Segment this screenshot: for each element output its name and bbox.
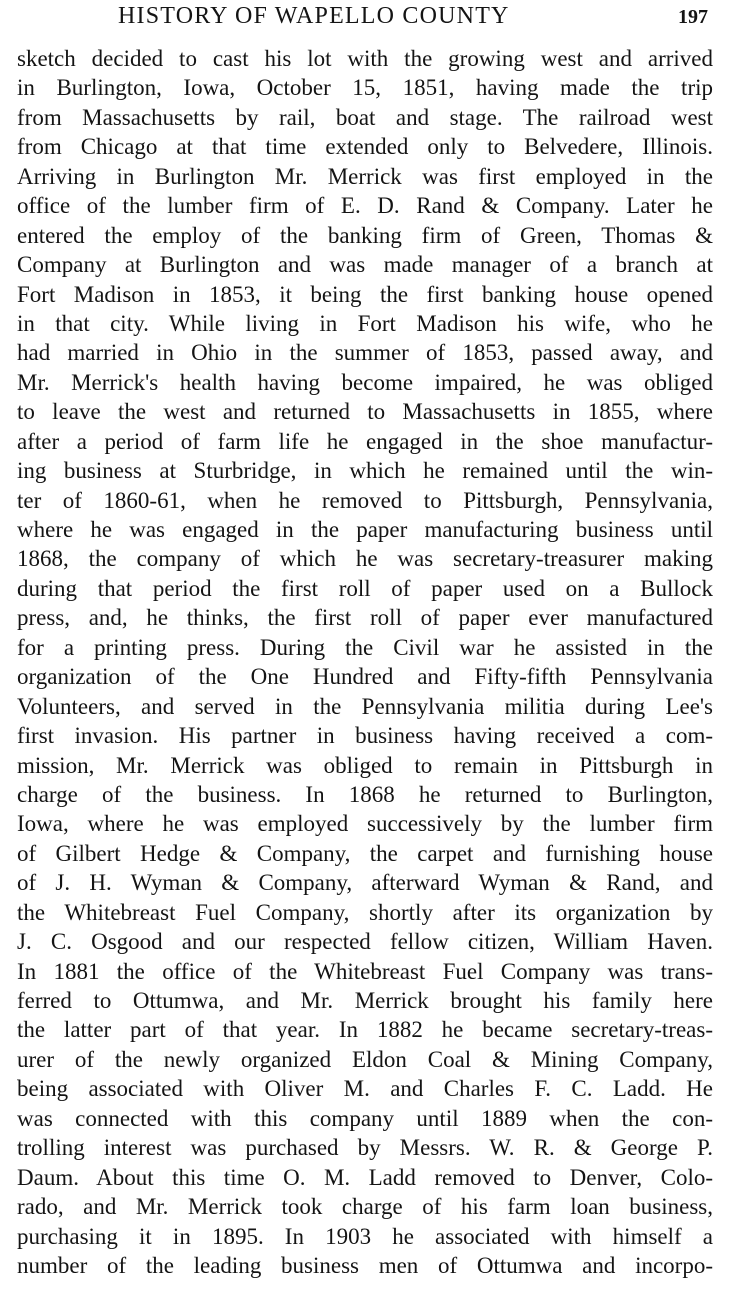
text-line: Fort Madison in 1853, it being the first banking house opened [17, 281, 713, 307]
text-line: ing business at Sturbridge, in which he remained until the win- [17, 458, 713, 484]
text-line: Mr. Merrick's health having become impaired, he was obliged [17, 369, 713, 395]
text-line: charge of the business. In 1868 he returned to Burlington, [17, 781, 713, 807]
text-line: mission, Mr. Merrick was obliged to remain in Pittsburgh in [17, 752, 713, 778]
text-line: Iowa, where he was employed successively by the lumber firm [17, 811, 713, 837]
text-line: of Gilbert Hedge & Company, the carpet and furnishing house [17, 840, 713, 866]
text-line: during that period the first roll of paper used on a Bullock [17, 575, 713, 601]
text-line: Company at Burlington and was made manager of a branch at [17, 252, 713, 278]
running-head-title: HISTORY OF WAPELLO COUNTY [118, 3, 510, 29]
text-line: Volunteers, and served in the Pennsylvania militia during Lee's [17, 693, 713, 719]
text-line: from Chicago at that time extended only to Belvedere, Illinois. [17, 134, 713, 160]
body-text [17, 44, 713, 1280]
text-line: being associated with Oliver M. and Charles F. C. Ladd. He [17, 1076, 713, 1102]
text-line: to leave the west and returned to Massachusetts in 1855, where [17, 399, 713, 425]
text-line: Daum. About this time O. M. Ladd removed to Denver, Colo- [17, 1164, 713, 1190]
text-line: urer of the newly organized Eldon Coal & Mining Company, [17, 1046, 713, 1072]
text-line: after a period of farm life he engaged in the shoe manufactur- [17, 428, 713, 454]
text-line: In 1881 the office of the Whitebreast Fuel Company was trans- [17, 958, 713, 984]
text-line: J. C. Osgood and our respected fellow citizen, William Haven. [17, 929, 713, 955]
text-line: trolling interest was purchased by Messrs. W. R. & George P. [17, 1135, 713, 1161]
text-line: first invasion. His partner in business having received a com- [17, 723, 713, 749]
text-line: of J. H. Wyman & Company, afterward Wyman & Rand, and [17, 870, 713, 896]
text-line: in Burlington, Iowa, October 15, 1851, having made the trip [17, 75, 713, 101]
text-line: purchasing it in 1895. In 1903 he associated with himself a [17, 1223, 713, 1249]
text-line: rado, and Mr. Merrick took charge of his farm loan business, [17, 1194, 713, 1220]
text-line: for a printing press. During the Civil war he assisted in the [17, 634, 713, 660]
text-line: 1868, the company of which he was secretary-treasurer making [17, 546, 713, 572]
text-line: organization of the One Hundred and Fifty-fifth Pennsylvania [17, 664, 713, 690]
text-line: ferred to Ottumwa, and Mr. Merrick brought his family here [17, 988, 713, 1013]
text-line: Arriving in Burlington Mr. Merrick was first employed in the [17, 163, 713, 189]
text-line: office of the lumber firm of E. D. Rand & Company. Later he [17, 193, 713, 219]
page-number: 197 [678, 6, 708, 28]
text-line: where he was engaged in the paper manufacturing business until [17, 517, 713, 542]
text-line: in that city. While living in Fort Madison his wife, who he [17, 310, 713, 336]
text-line: sketch decided to cast his lot with the growing west and arrived [17, 46, 713, 71]
text-line: ter of 1860-61, when he removed to Pittsburgh, Pennsylvania, [17, 487, 713, 513]
text-line: entered the employ of the banking firm of Green, Thomas & [17, 222, 713, 248]
text-line: press, and, he thinks, the first roll of paper ever manufactured [17, 605, 713, 631]
text-line: was connected with this company until 1889 when the con- [17, 1105, 713, 1131]
text-line: from Massachusetts by rail, boat and stage. The railroad west [17, 104, 713, 130]
text-line: number of the leading business men of Ottumwa and incorpo- [17, 1252, 713, 1278]
text-line: the latter part of that year. In 1882 he became secretary-treas- [17, 1017, 713, 1043]
text-line: the Whitebreast Fuel Company, shortly after its organization by [17, 899, 713, 925]
text-line: had married in Ohio in the summer of 1853, passed away, and [17, 340, 713, 366]
